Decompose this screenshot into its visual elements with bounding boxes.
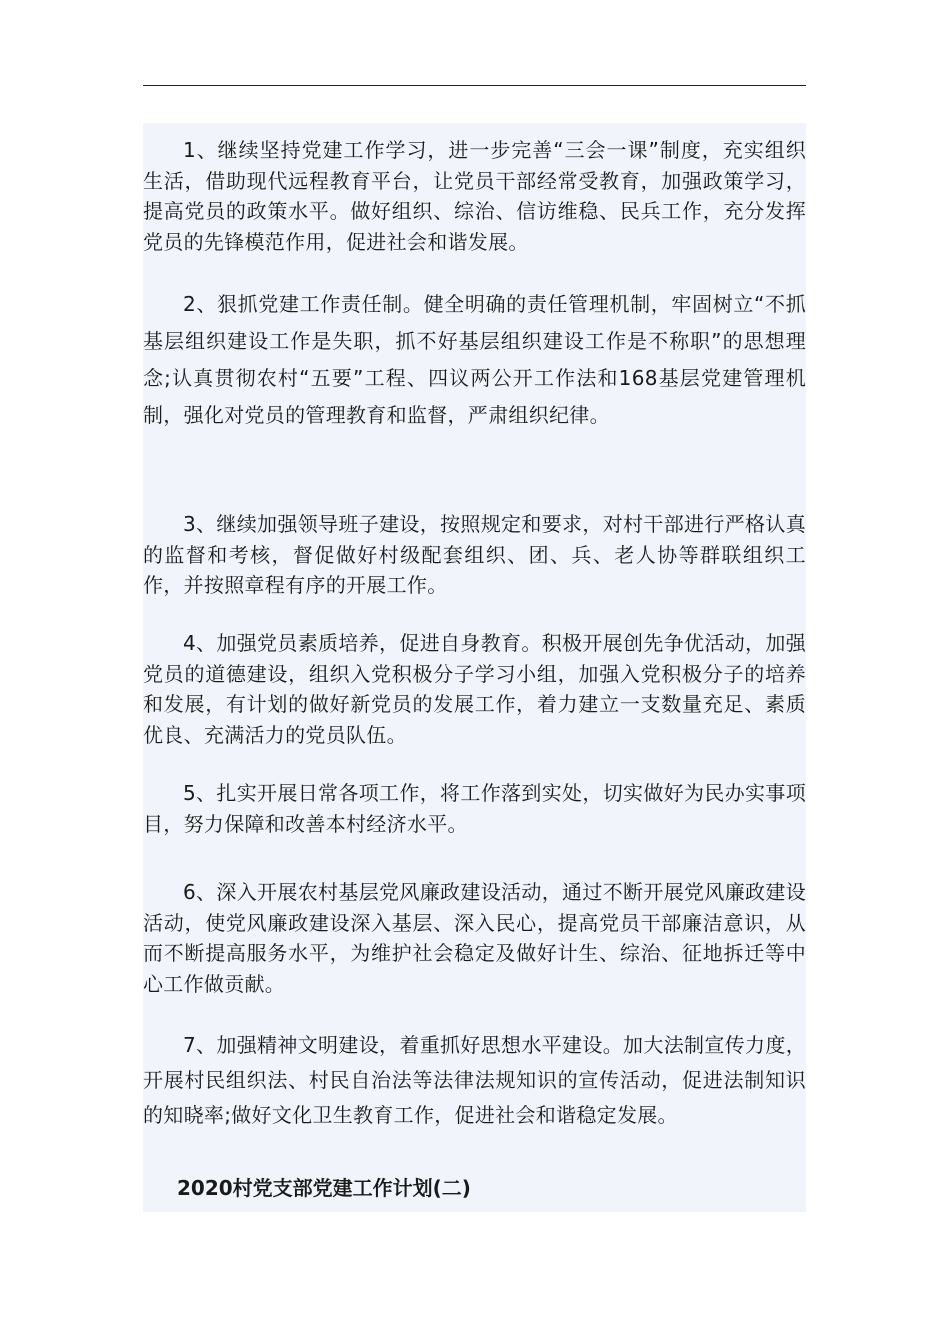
section-subheading: 2020村党支部党建工作计划(二) xyxy=(177,1176,471,1200)
document-body xyxy=(143,123,806,1212)
paragraph-1: 1、继续坚持党建工作学习，进一步完善“三会一课”制度，充实组织生活，借助现代远程教育平台，让党员干部经常受教育，加强政策学习，提高党员的政策水平。做好组织、综治、信访维稳、民兵工作，充分发挥党员的先锋模范作用，促进社会和谐发展。 xyxy=(143,138,806,254)
paragraph-4: 4、加强党员素质培养，促进自身教育。积极开展创先争优活动，加强党员的道德建设，组织入党积极分子学习小组，加强入党积极分子的培养和发展，有计划的做好新党员的发展工作，着力建立一支数量充足、素质优良、充满活力的党员队伍。 xyxy=(143,631,806,747)
paragraph-6: 6、深入开展农村基层党风廉政建设活动，通过不断开展党风廉政建设活动，使党风廉政建设深入基层、深入民心，提高党员干部廉洁意识，从而不断提高服务水平，为维护社会稳定及做好计生、综治、征地拆迁等中心工作做贡献。 xyxy=(143,880,806,996)
paragraph-2: 2、狠抓党建工作责任制。健全明确的责任管理机制，牢固树立“不抓基层组织建设工作是失职，抓不好基层组织建设工作是不称职”的思想理念;认真贯彻农村“五要”工程、四议两公开工作法和168基层党建管理机制，强化对党员的管理教育和监督，严肃组织纪律。 xyxy=(143,292,806,427)
paragraph-5: 5、扎实开展日常各项工作，将工作落到实处，切实做好为民办实事项目，努力保障和改善本村经济水平。 xyxy=(143,781,806,836)
paragraph-7: 7、加强精神文明建设，着重抓好思想水平建设。加大法制宣传力度，开展村民组织法、村民自治法等法律法规知识的宣传活动，促进法制知识的知晓率;做好文化卫生教育工作，促进社会和谐稳定发展。 xyxy=(143,1033,806,1127)
header-rule xyxy=(143,85,806,86)
paragraph-3: 3、继续加强领导班子建设，按照规定和要求，对村干部进行严格认真的监督和考核，督促做好村级配套组织、团、兵、老人协等群联组织工作，并按照章程有序的开展工作。 xyxy=(143,512,806,597)
